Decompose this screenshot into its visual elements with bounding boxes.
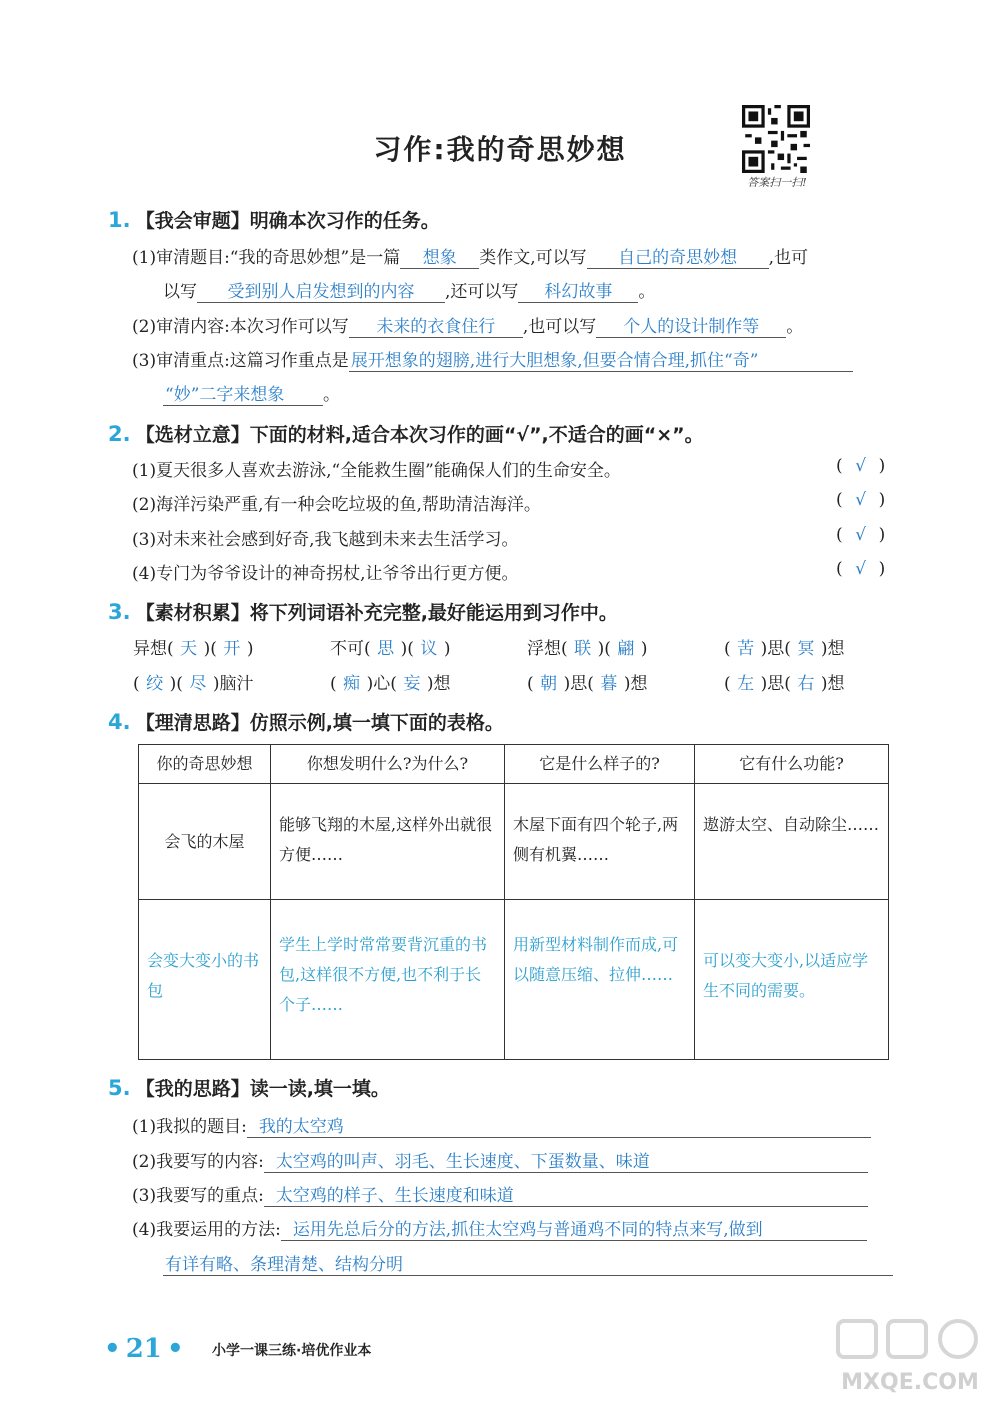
q3-answer[interactable]: 联 [574,639,592,659]
table-cell: 木屋下面有四个轮子,两侧有机翼…… [505,784,695,900]
q3-number: 3. [108,600,131,624]
book-title: 小学一课三练·培优作业本 [212,1343,372,1359]
q1-text: 类作文,可以写 [479,248,587,268]
q1-line1 [132,243,808,269]
q3-word-1: 异想( 天 )( 开 ) [133,634,254,659]
table-cell: 能够飞翔的木屋,这样外出就很方便…… [271,784,505,900]
table-answer-cell[interactable]: 用新型材料制作而成,可以随意压缩、拉伸…… [505,900,695,1060]
table-answer-cell[interactable]: 会变大变小的书包 [139,900,271,1060]
q5-text: (2)我要写的内容: [132,1152,264,1172]
q2-item-text: (4)专门为爷爷设计的神奇拐杖,让爷爷出行更方便。 [132,564,519,584]
q1-line2 [163,277,655,303]
q3-word-2: 不可( 思 )( 议 ) [330,634,451,659]
q2-title: 【选材立意】下面的材料,适合本次习作的画“√”,不适合的画“×”。 [135,424,704,446]
q2-mark-2[interactable]: ( √ ) [836,490,886,510]
q2-item-4 [132,559,518,584]
bullet-icon: • [167,1334,184,1364]
q2-item-text: (1)夏天很多人喜欢去游泳,“全能救生圈”能确保人们的生命安全。 [132,461,621,481]
bullet-icon: • [104,1334,121,1364]
q3-answer[interactable]: 右 [797,674,815,694]
q5-line5 [163,1250,893,1276]
q2-item-text: (2)海洋污染严重,有一种会吃垃圾的鱼,帮助清洁海洋。 [132,495,541,515]
q1-answer-scope1[interactable]: 未来的衣食住行 [349,312,523,338]
q3-answer[interactable]: 尽 [189,674,207,694]
q5-text: (3)我要写的重点: [132,1186,264,1206]
q5-number: 5. [108,1076,131,1100]
q1-text: ,也可 [768,248,809,268]
invention-table [138,744,889,1060]
q1-answer-content2[interactable]: 受到别人启发想到的内容 [197,277,445,303]
q5-answer-content[interactable]: 太空鸡的叫声、羽毛、生长速度、下蛋数量、味道 [264,1147,868,1173]
q3-answer[interactable]: 开 [223,639,241,659]
page-number-block [104,1334,184,1364]
q3-answer[interactable]: 左 [737,674,755,694]
q3-word-7: ( 朝 )思( 暮 )想 [527,669,648,694]
check-mark-icon: √ [855,559,867,579]
q3-answer[interactable]: 妄 [403,674,421,694]
q1-text: ,还可以写 [445,282,519,302]
q5-answer-title[interactable]: 我的太空鸡 [247,1112,871,1138]
q5-answer-method-cont[interactable]: 有详有略、条理清楚、结构分明 [163,1250,893,1276]
q5-answer-focus[interactable]: 太空鸡的样子、生长速度和味道 [264,1181,868,1207]
q1-number: 1. [108,208,131,232]
q5-answer-method[interactable]: 运用先总后分的方法,抓住太空鸡与普通鸡不同的特点来写,做到 [281,1215,867,1241]
check-mark-icon: √ [855,456,867,476]
q1-title: 【我会审题】明确本次习作的任务。 [135,210,440,232]
q3-answer[interactable]: 翩 [617,639,635,659]
q2-item-1 [132,456,621,481]
page-title: 习作:我的奇思妙想 [373,133,627,166]
q4-title: 【理清思路】仿照示例,填一填下面的表格。 [135,712,504,734]
q1-text: 。 [323,385,340,405]
page-number: 21 [125,1334,162,1364]
table-header: 它有什么功能? [695,745,889,784]
q2-item-3 [132,525,518,550]
q3-answer[interactable]: 天 [180,639,198,659]
q3-answer[interactable]: 暮 [600,674,618,694]
q2-number: 2. [108,422,131,446]
table-row [139,784,889,900]
q1-line5 [163,380,340,406]
q3-word-6: ( 痴 )心( 妄 )想 [330,669,451,694]
q3-word-8: ( 左 )思( 右 )想 [724,669,845,694]
q3-word-3: 浮想( 联 )( 翩 ) [527,634,648,659]
q1-line3 [132,312,803,338]
q5-text: (1)我拟的题目: [132,1117,247,1137]
q1-text: (3)审清重点:这篇习作重点是 [132,351,349,371]
q3-title: 【素材积累】将下列词语补充完整,最好能运用到习作中。 [135,602,618,624]
table-answer-cell[interactable]: 学生上学时常常要背沉重的书包,这样很不方便,也不利于长个子…… [271,900,505,1060]
q1-text: 。 [638,282,656,302]
q3-heading [108,598,618,625]
q4-number: 4. [108,710,131,734]
q5-line1 [132,1112,871,1138]
q2-mark-1[interactable]: ( √ ) [836,456,886,476]
table-cell: 会飞的木屋 [139,784,271,900]
q3-answer[interactable]: 议 [420,639,438,659]
q1-text: (2)审清内容:本次习作可以写 [132,317,349,337]
q3-answer[interactable]: 思 [377,639,395,659]
watermark-text: MXQE.COM [841,1370,979,1395]
table-row[interactable] [139,900,889,1060]
table-cell: 遨游太空、自动除尘…… [695,784,889,900]
q1-answer-content3[interactable]: 科幻故事 [518,277,638,303]
q5-line3 [132,1181,868,1207]
q1-answer-content1[interactable]: 自己的奇思妙想 [587,243,769,269]
table-header-row [139,745,889,784]
q1-text: (1)审清题目:“我的奇思妙想”是一篇 [132,248,401,268]
q5-title: 【我的思路】读一读,填一填。 [135,1078,390,1100]
check-mark-icon: √ [855,490,867,510]
q1-heading [108,206,440,233]
watermark-logo-icon [830,1315,990,1395]
table-header: 你的奇思妙想 [139,745,271,784]
q2-mark-4[interactable]: ( √ ) [836,559,886,579]
q2-item-2 [132,490,541,515]
q5-text: (4)我要运用的方法: [132,1220,281,1240]
q1-text: ,也可以写 [522,317,597,337]
q3-answer[interactable]: 绞 [146,674,164,694]
q1-answer-scope2[interactable]: 个人的设计制作等 [596,312,786,338]
check-mark-icon: √ [855,525,867,545]
q2-item-text: (3)对未来社会感到好奇,我飞越到未来去生活学习。 [132,530,519,550]
q3-answer[interactable]: 冥 [797,639,815,659]
qr-code-icon[interactable] [742,105,810,173]
q1-line4 [132,346,853,372]
q1-text: 以写 [163,282,197,302]
q3-answer[interactable]: 朝 [540,674,558,694]
q5-line2 [132,1147,868,1173]
table-answer-cell[interactable]: 可以变大变小,以适应学生不同的需要。 [695,900,889,1060]
table-header: 你想发明什么?为什么? [271,745,505,784]
qr-caption: 答案扫一扫! [747,176,807,189]
q4-heading [108,708,504,735]
q5-line4 [132,1215,867,1241]
q1-text: 。 [786,317,804,337]
q2-mark-3[interactable]: ( √ ) [836,525,886,545]
q2-heading [108,420,704,447]
q3-answer[interactable]: 苦 [737,639,755,659]
q3-word-4: ( 苦 )思( 冥 )想 [724,634,845,659]
q1-answer-focus[interactable]: 展开想象的翅膀,进行大胆想象,但要合情合理,抓住“奇” [349,346,853,372]
q3-word-5: ( 绞 )( 尽 )脑汁 [133,669,254,694]
q1-answer-genre[interactable]: 想象 [400,243,479,269]
q3-answer[interactable]: 痴 [343,674,361,694]
q5-heading [108,1074,390,1101]
q1-answer-focus-cont[interactable]: “妙”二字来想象 [163,380,323,406]
table-header: 它是什么样子的? [505,745,695,784]
